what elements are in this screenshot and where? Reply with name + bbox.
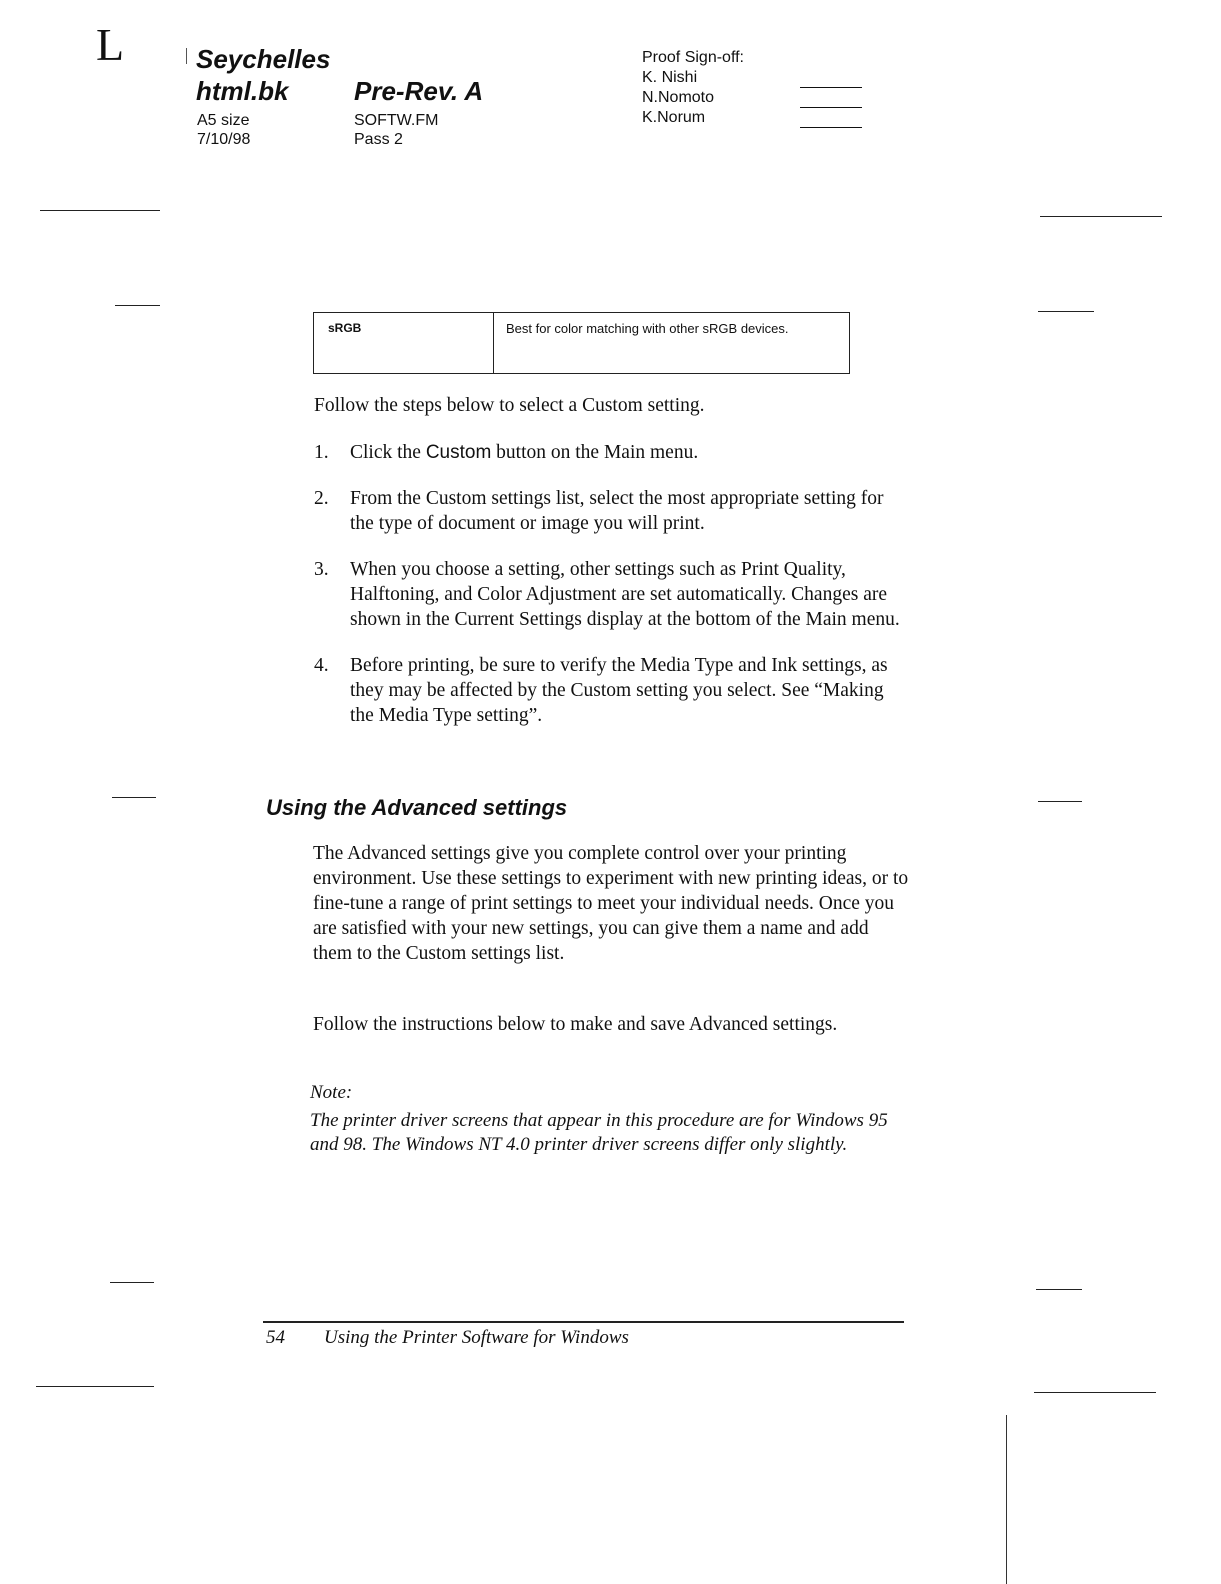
file-label: SOFTW.FM	[354, 112, 439, 129]
list-item	[314, 653, 904, 728]
step-text: When you choose a setting, other settings such as Print Quality, Halftoning, and Color Adjustment are set automatically. Changes are shown in the Current Settings display at the bottom of the Main menu.	[350, 559, 900, 630]
step-number: 4.	[314, 655, 329, 676]
size-label: A5 size	[197, 112, 250, 129]
page-number: 54	[266, 1327, 285, 1348]
crop-mark	[1038, 311, 1094, 312]
section-heading: Using the Advanced settings	[266, 795, 568, 820]
page-edge-line	[1006, 1415, 1007, 1584]
proof-name: K.Norum	[642, 109, 706, 126]
revision-label: Pre-Rev. A	[354, 76, 484, 106]
proof-name: K. Nishi	[642, 69, 698, 86]
crop-mark	[1036, 1289, 1082, 1290]
crop-mark	[112, 797, 156, 798]
step-number: 2.	[314, 488, 329, 509]
note-label: Note:	[310, 1082, 353, 1103]
date-label: 7/10/98	[197, 131, 251, 148]
step-text-post: button on the Main menu.	[491, 442, 699, 463]
crop-mark	[36, 1386, 154, 1387]
advanced-paragraph: The Advanced settings give you complete control over your printing environment. Use these settings to experiment with new printing ideas, or to fine-tune a range of print settings to meet your individual needs. Once you are satisfied with your new settings, you can give them a name and add them to the Custom settings list.	[313, 843, 909, 964]
step-keyword: Custom	[425, 442, 492, 463]
footer-rule	[263, 1321, 904, 1323]
steps-list	[314, 440, 904, 749]
crop-mark	[115, 305, 160, 306]
crop-mark	[40, 210, 160, 211]
list-item	[314, 440, 904, 465]
crop-mark	[1034, 1392, 1156, 1393]
header-tick	[186, 48, 187, 64]
intro-paragraph: Follow the steps below to select a Custom setting.	[314, 395, 705, 416]
crop-mark	[1040, 216, 1162, 217]
corner-mark: L	[96, 19, 125, 70]
signoff-line	[800, 127, 862, 128]
signoff-line	[800, 107, 862, 108]
proof-signoff-title: Proof Sign-off:	[642, 49, 744, 66]
table-cell-term: sRGB	[314, 313, 494, 374]
table-row	[314, 313, 850, 374]
pass-label: Pass 2	[354, 131, 403, 148]
crop-mark	[1038, 801, 1082, 802]
book-name-line2: html.bk	[196, 76, 289, 106]
list-item	[314, 486, 904, 536]
table-cell-description: Best for color matching with other sRGB devices.	[494, 313, 850, 374]
color-mode-table	[313, 312, 850, 374]
step-text: From the Custom settings list, select the most appropriate setting for the type of document or image you will print.	[350, 488, 884, 534]
signoff-line	[800, 87, 862, 88]
step-number: 1.	[314, 442, 329, 463]
note-text: The printer driver screens that appear in this procedure are for Windows 95 and 98. The Windows NT 4.0 printer driver screens differ only slightly.	[310, 1110, 888, 1155]
step-text-pre: Click the	[350, 442, 426, 463]
step-number: 3.	[314, 559, 329, 580]
crop-mark	[110, 1282, 154, 1283]
step-text: Before printing, be sure to verify the Media Type and Ink settings, as they may be affected by the Custom setting you select. See “Making the Media Type setting”.	[350, 655, 888, 726]
instructions-paragraph: Follow the instructions below to make and save Advanced settings.	[313, 1014, 838, 1035]
list-item	[314, 557, 904, 632]
chapter-title: Using the Printer Software for Windows	[324, 1327, 629, 1348]
book-name-line1: Seychelles	[196, 44, 331, 74]
proof-name: N.Nomoto	[642, 89, 715, 106]
page-footer	[266, 1327, 629, 1349]
